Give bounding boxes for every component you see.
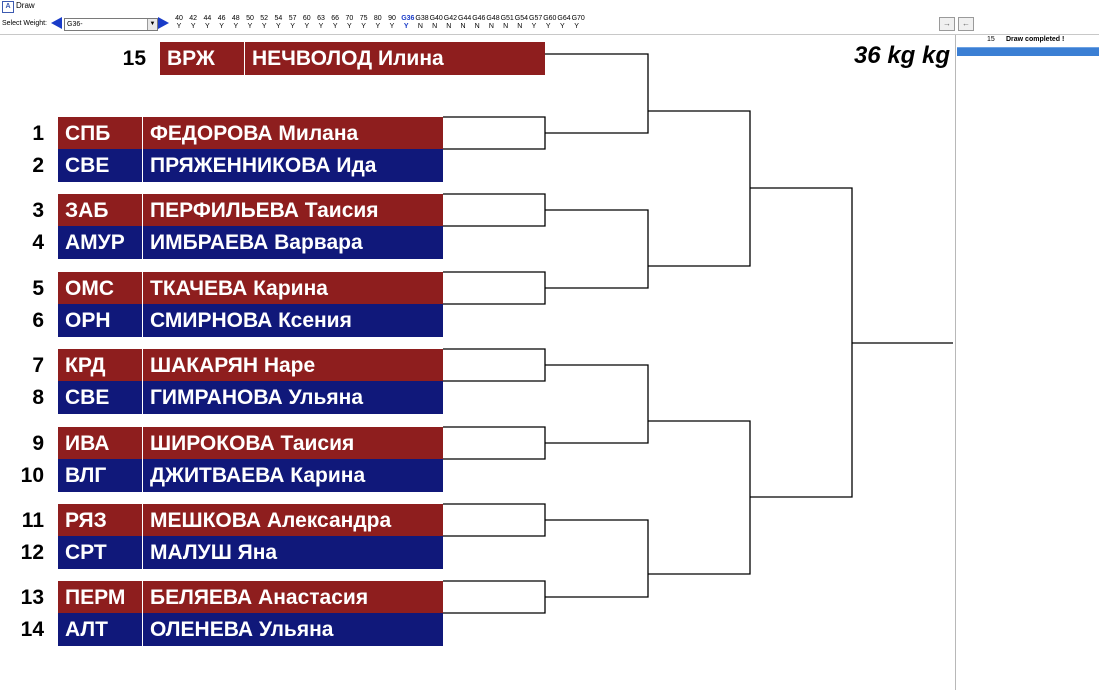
weight-option[interactable] — [443, 15, 458, 31]
status-number: 15 — [987, 36, 995, 43]
seed-number: 9 — [32, 432, 44, 455]
region-code[interactable]: АМУР — [58, 226, 142, 259]
seed-number: 5 — [32, 277, 44, 300]
weight-option[interactable] — [217, 15, 227, 31]
weight-option-label: G40 — [429, 15, 443, 22]
seed-number: 4 — [32, 231, 44, 254]
weight-option[interactable] — [174, 15, 184, 31]
weight-option-flag: N — [517, 23, 523, 30]
weight-option-flag: N — [460, 23, 466, 30]
weight-option[interactable] — [543, 15, 557, 31]
weight-option-flag: Y — [290, 23, 295, 30]
weight-option-flag: Y — [332, 23, 338, 30]
status-pane — [957, 35, 1099, 690]
bracket-pane — [0, 35, 956, 690]
region-code[interactable]: ЗАБ — [58, 194, 142, 227]
status-row — [957, 35, 1099, 45]
weight-option[interactable] — [359, 15, 369, 31]
weight-option-label: 63 — [317, 15, 325, 22]
weight-option[interactable] — [302, 15, 312, 31]
competitor-name[interactable]: ШАКАРЯН Наре — [143, 349, 443, 382]
weight-option[interactable] — [273, 15, 283, 31]
arrow-right-icon[interactable]: → — [939, 17, 955, 31]
weight-option-label: 90 — [388, 15, 396, 22]
weight-option-flag: N — [474, 23, 480, 30]
competitor-name[interactable]: ПЕРФИЛЬЕВА Таисия — [143, 194, 443, 227]
weight-option[interactable] — [387, 15, 397, 31]
weight-option-label: G64 — [557, 15, 571, 22]
weight-toolbar — [0, 14, 1099, 35]
weight-option-flag: Y — [403, 23, 409, 30]
seed-number: 12 — [20, 541, 44, 564]
region-code[interactable]: КРД — [58, 349, 142, 382]
weight-option-flag: Y — [233, 23, 239, 30]
seed-number: 1 — [32, 122, 44, 145]
weight-option[interactable] — [472, 15, 486, 31]
competitor-name[interactable]: ГИМРАНОВА Ульяна — [143, 381, 443, 414]
chevron-down-icon[interactable]: ▼ — [147, 19, 157, 30]
weight-option-flag: Y — [176, 23, 182, 30]
competitor-name[interactable]: ОЛЕНЕВА Ульяна — [143, 613, 443, 646]
region-code[interactable]: СВЕ — [58, 149, 142, 182]
weight-option[interactable] — [429, 15, 443, 31]
weight-option[interactable] — [202, 15, 212, 31]
title-bar — [0, 0, 1099, 14]
weight-option-label: 66 — [331, 15, 340, 22]
weight-option-label: G60 — [543, 15, 557, 22]
app-icon: A — [2, 1, 14, 13]
region-code[interactable]: АЛТ — [58, 613, 142, 646]
weight-option[interactable] — [486, 15, 500, 31]
region-code[interactable]: ПЕРМ — [58, 581, 142, 614]
weight-option-label: G51 — [500, 15, 514, 22]
weight-option-flag: Y — [205, 23, 210, 30]
seed-number: 10 — [20, 464, 44, 487]
weight-option-flag: Y — [347, 23, 352, 30]
window-title: Draw — [16, 1, 35, 10]
weight-option[interactable] — [288, 15, 298, 31]
weight-option-flag: N — [488, 23, 494, 30]
weight-option[interactable] — [316, 15, 326, 31]
weight-option-flag: N — [417, 23, 423, 30]
weight-option-flag: Y — [318, 23, 324, 30]
weight-option-label: 40 — [175, 15, 183, 22]
weight-option[interactable] — [415, 15, 429, 31]
weight-option-flag: Y — [361, 23, 366, 30]
competitor-name[interactable]: БЕЛЯЕВА Анастасия — [143, 581, 443, 614]
weight-class-title: 36 kg kg — [853, 42, 950, 69]
weight-option-flag: Y — [247, 23, 253, 30]
weight-option-flag: Y — [375, 23, 381, 30]
weight-option[interactable] — [529, 15, 543, 31]
weight-option-label: 75 — [359, 15, 368, 22]
seed-number: 14 — [20, 618, 44, 641]
previous-weight-arrow-icon[interactable] — [51, 17, 62, 29]
seed-number: 11 — [21, 509, 44, 532]
weight-option[interactable] — [571, 15, 585, 31]
weight-option-label: G42 — [443, 15, 458, 22]
region-code[interactable]: СВЕ — [58, 381, 142, 414]
weight-option[interactable] — [401, 15, 415, 31]
weight-option[interactable] — [458, 15, 472, 31]
weight-option-label: 54 — [274, 15, 283, 22]
weight-option-label: 46 — [217, 15, 226, 22]
region-code[interactable]: СРТ — [58, 536, 142, 569]
competitor-name[interactable]: СМИРНОВА Ксения — [143, 304, 443, 337]
weight-option-label: 80 — [373, 15, 382, 22]
weight-option-label: G57 — [529, 15, 543, 22]
status-text: Draw completed ! — [1006, 36, 1065, 43]
region-code[interactable]: ВЛГ — [58, 459, 142, 492]
weight-option[interactable] — [330, 15, 340, 31]
seed-number: 7 — [32, 354, 44, 377]
weight-option-flag: Y — [389, 23, 395, 30]
seed-number: 2 — [32, 154, 44, 177]
seed-number: 15 — [122, 47, 146, 70]
seed-number: 8 — [32, 386, 44, 409]
weight-option-label: G36 — [401, 15, 415, 22]
competitor-name[interactable]: НЕЧВОЛОД Илина — [245, 42, 545, 75]
weight-option-flag: N — [432, 23, 438, 30]
weight-option-flag: Y — [276, 23, 281, 30]
competitor-name[interactable]: ДЖИТВАЕВА Карина — [143, 459, 443, 492]
competitor-name[interactable]: ПРЯЖЕННИКОВА Ида — [143, 149, 443, 182]
region-code[interactable]: ОРН — [58, 304, 142, 337]
weight-option-label: G54 — [514, 15, 529, 22]
weight-option-label: 52 — [260, 15, 269, 22]
weight-option-label: 60 — [302, 15, 311, 22]
region-code[interactable]: РЯЗ — [58, 504, 142, 537]
weight-option-label: G46 — [472, 15, 486, 22]
weight-option[interactable] — [514, 15, 529, 31]
next-weight-arrow-icon[interactable] — [158, 17, 169, 29]
weight-option-flag: Y — [574, 23, 579, 30]
weight-option-label: 57 — [288, 15, 297, 22]
weight-option[interactable] — [231, 15, 241, 31]
weight-option-label: G44 — [458, 15, 472, 22]
weight-select[interactable] — [64, 18, 158, 31]
weight-option[interactable] — [259, 15, 269, 31]
weight-select-value: G36- — [67, 21, 83, 28]
competitor-name[interactable]: ШИРОКОВА Таисия — [143, 427, 443, 460]
weight-option-label: G38 — [415, 15, 429, 22]
select-weight-label: Select Weight: — [2, 20, 48, 27]
competitor-name[interactable]: ИМБРАЕВА Варвара — [143, 226, 443, 259]
arrow-left-icon[interactable]: ← — [958, 17, 974, 31]
weight-option-label: 70 — [345, 15, 354, 22]
weight-option[interactable] — [188, 15, 198, 31]
weight-option-label: 42 — [189, 15, 198, 22]
region-code[interactable]: ВРЖ — [160, 42, 244, 75]
region-code[interactable]: ОМС — [58, 272, 142, 305]
weight-option[interactable] — [500, 15, 514, 31]
region-code[interactable]: СПБ — [58, 117, 142, 150]
weight-option-flag: Y — [304, 23, 310, 30]
weight-option[interactable] — [344, 15, 354, 31]
weight-option-label: G48 — [486, 15, 500, 22]
weight-option-label: 48 — [231, 15, 240, 22]
competitor-name[interactable]: МАЛУШ Яна — [143, 536, 443, 569]
weight-option[interactable] — [557, 15, 571, 31]
weight-option-flag: Y — [261, 23, 267, 30]
weight-option-flag: Y — [545, 23, 551, 30]
competitor-name[interactable]: МЕШКОВА Александра — [143, 504, 443, 537]
weight-option-label: 44 — [203, 15, 212, 22]
weight-option-flag: N — [446, 23, 452, 30]
progress-bar — [957, 47, 1099, 56]
weight-option-label: G70 — [571, 15, 585, 22]
weight-option-label: 50 — [246, 15, 254, 22]
weight-option-flag: Y — [560, 23, 565, 30]
competitor-name[interactable]: ФЕДОРОВА Милана — [143, 117, 443, 150]
weight-option-flag: Y — [190, 23, 196, 30]
weight-option[interactable] — [373, 15, 383, 31]
seed-number: 3 — [32, 199, 44, 222]
seed-number: 13 — [20, 586, 44, 609]
seed-number: 6 — [32, 309, 44, 332]
weight-option-flag: Y — [219, 23, 224, 30]
weight-option-flag: Y — [531, 23, 537, 30]
weight-option[interactable] — [245, 15, 255, 31]
competitor-name[interactable]: ТКАЧЕВА Карина — [143, 272, 443, 305]
weight-option-flag: N — [503, 23, 509, 30]
region-code[interactable]: ИВА — [58, 427, 142, 460]
